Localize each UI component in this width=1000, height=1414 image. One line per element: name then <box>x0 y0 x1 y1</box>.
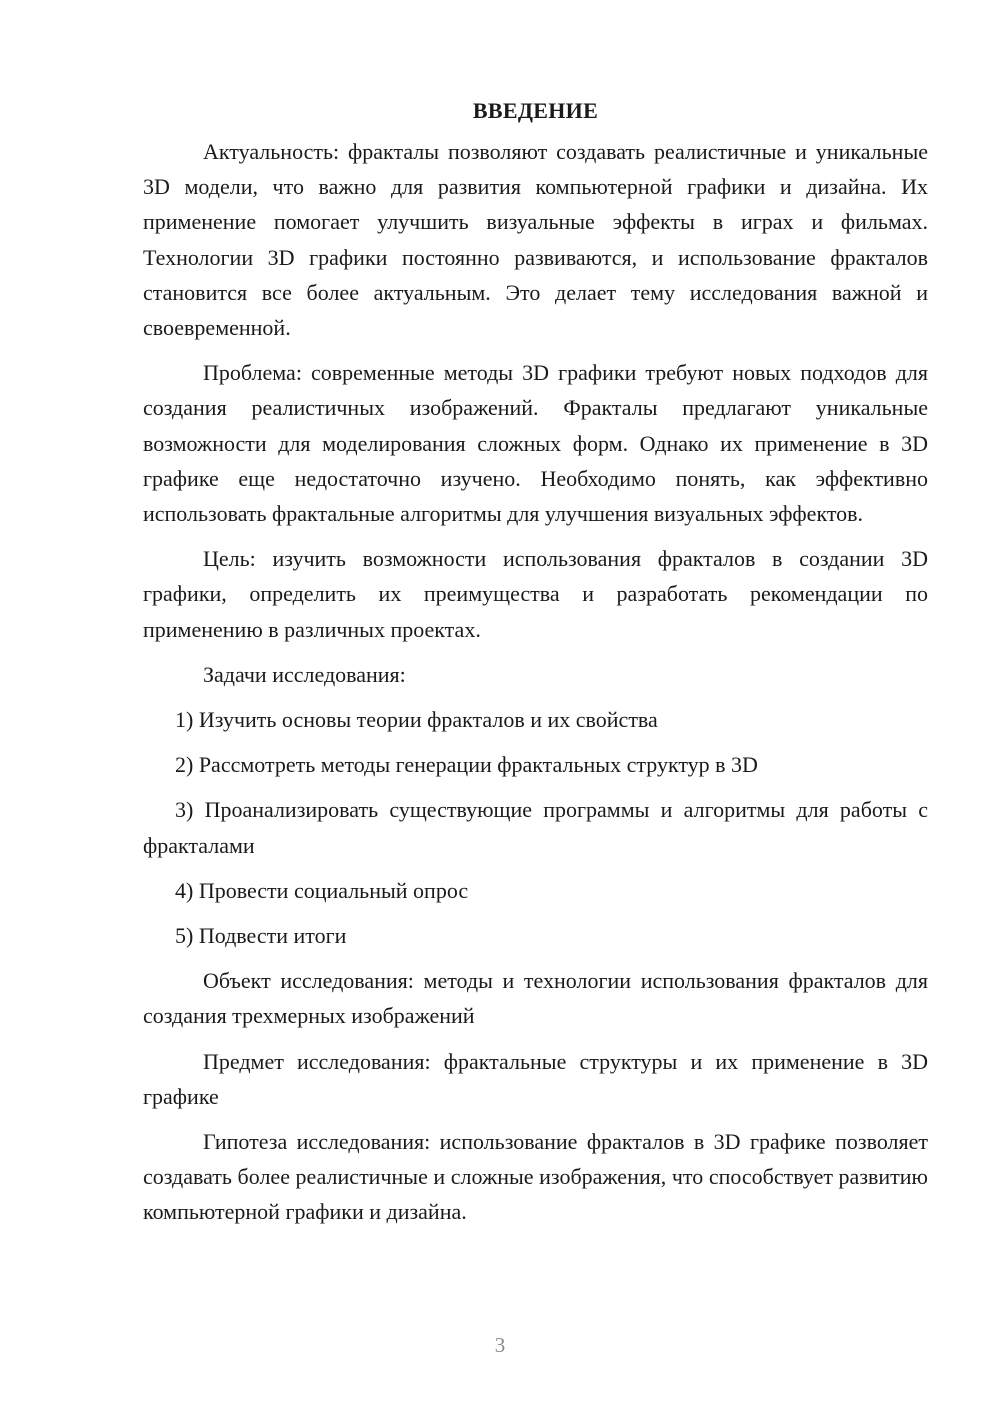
paragraph-subject: Предмет исследования: фрактальные структуры и их применение в 3D графике <box>143 1048 928 1109</box>
task-item-4: 4) Провести социальный опрос <box>175 877 469 903</box>
paragraph-relevance: Актуальность: фракталы позволяют создавать реалистичные и уникальные 3D модели, что важно для развития компьютерной графики и дизайна. Их применение помогает улучшить визуальные эффекты в играх и фильмах. Технологии 3D графики постоянно развиваются, и использование фракталов становится все более актуальным. Это делает тему исследования важной и своевременной. <box>143 139 928 341</box>
paragraph-hypothesis: Гипотеза исследования: использование фракталов в 3D графике позволяет создавать более реалистичные и сложные изображения, что способствует развитию компьютерной графики и дизайна. <box>143 1129 928 1225</box>
task-item-3: 3) Проанализировать существующие программы и алгоритмы для работы с фракталами <box>143 797 928 858</box>
task-item-2: 2) Рассмотреть методы генерации фрактальных структур в 3D <box>175 752 758 778</box>
page-number: 3 <box>494 1333 506 1357</box>
paragraph-goal: Цель: изучить возможности использования фракталов в создании 3D графики, определить их преимущества и разработать рекомендации по применению в различных проектах. <box>143 546 928 642</box>
paragraph-object: Объект исследования: методы и технологии использования фракталов для создания трехмерных изображений <box>143 968 928 1029</box>
task-item-5: 5) Подвести итоги <box>175 923 347 949</box>
document-page <box>143 96 928 1240</box>
section-title: ВВЕДЕНИЕ <box>472 98 599 123</box>
paragraph-problem: Проблема: современные методы 3D графики требуют новых подходов для создания реалистичных изображений. Фракталы предлагают уникальные возможности для моделирования сложных форм. Однако их применение в 3D графике еще недостаточно изучено. Необходимо понять, как эффективно использовать фрактальные алгоритмы для улучшения визуальных эффектов. <box>143 360 928 527</box>
task-item-1: 1) Изучить основы теории фракталов и их свойства <box>175 707 658 733</box>
tasks-heading: Задачи исследования: <box>203 661 406 687</box>
